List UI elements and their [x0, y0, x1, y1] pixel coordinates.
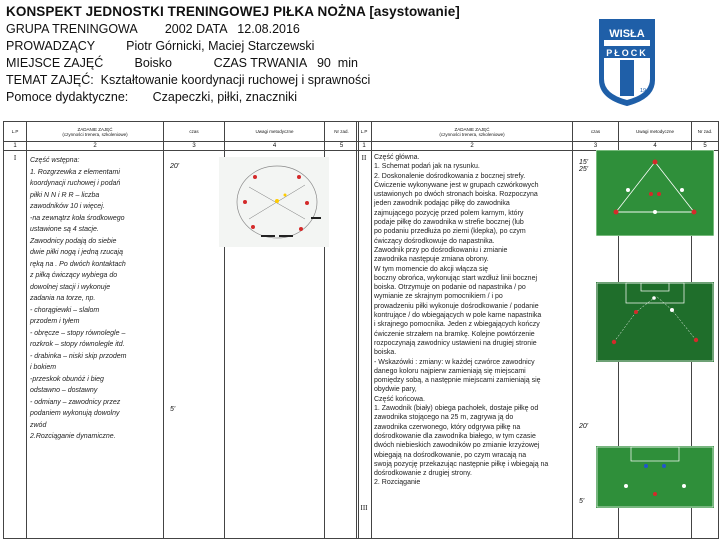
col-header-task: ZADANIE ZAJĘĆ (czynności trenera, szkoleniowe) [27, 122, 164, 142]
equipment-line: Pomoce dydaktyczne: Czapeczki, piłki, znaczniki [6, 90, 298, 104]
description-line: dwóch niebieskich zawodników po zmianie krzyżowej [374, 442, 540, 450]
description-line: -na zewnątrz koła środkowego [30, 214, 125, 222]
col-num-1: 1 [4, 142, 27, 151]
description-line: Zawodnik przy po dośrodkowaniu i zmianie [374, 246, 508, 254]
col-header-task: ZADANIE ZAJĘĆ (czynności trenera, szkoleniowe) [372, 122, 573, 142]
description-line: dośrodkowanie z drugiej strony. [374, 470, 472, 478]
time-stretch: 5' [170, 406, 176, 413]
description-line: 2. Rozciąganie [374, 479, 421, 487]
description-line: zwód [30, 421, 47, 429]
description-line: - chorągiewki – slalom [30, 306, 100, 314]
description-line: ustawionych po dwóch stronach boiska. Rozpoczyna [374, 191, 538, 199]
col-num-3: 3 [573, 142, 619, 151]
warmup-description [27, 151, 164, 539]
col-num-5: 5 [692, 142, 719, 151]
final-drill-diagram [596, 446, 714, 508]
col-header-nr: Nr zad. [692, 122, 719, 142]
trainers-line: PROWADZĄCY Piotr Górnicki, Maciej Starczewski [6, 39, 315, 53]
time-final-1: 20' [579, 423, 589, 430]
description-line: Część wstępna: [30, 157, 80, 164]
description-line: pomiędzy sobą, a następnie miejscami zamieniają się [374, 377, 541, 385]
description-line: 1. Rozgrzewka z elementami [30, 168, 120, 176]
description-line: rozpoczynają zawodnicy ustawieni na drugiej stronie [374, 339, 537, 347]
description-line: boiska. [374, 349, 397, 357]
crossing-drill-diagram [596, 282, 714, 362]
description-line: koordynacji ruchowej i podań [30, 180, 121, 187]
description-line: - Wskazówki : zmiany: w każdej czwórce zawodnicy [374, 358, 535, 366]
nr-cell [325, 151, 359, 539]
description-line: 2. Doskonalenie dośrodkowania z bocznej strefy. [374, 172, 526, 180]
description-line: - odmiany – zawodnicy przez [30, 398, 121, 406]
col-header-notes: Uwagi metodyczne [619, 122, 692, 142]
description-line: ćwiczący dośrodkowuje do napastnika. [374, 237, 495, 245]
description-line: boczny obrońca, wykonując start wzdłuż linii bocznej [374, 274, 538, 282]
description-line: obydwie pary, [374, 386, 417, 394]
col-num-4: 4 [225, 142, 325, 151]
col-header-nr: Nr zad. [325, 122, 359, 142]
col-header-lp: L.P [357, 122, 372, 142]
group-date-line: GRUPA TRENINGOWA 2002 DATA 12.08.2016 [6, 22, 300, 36]
logo-top-text: WISŁA [609, 28, 645, 40]
description-line: danego koloru najpierw zamieniają się miejscami [374, 367, 526, 375]
part-number-main: II [361, 154, 367, 162]
description-line: piłki N N i R R – liczba [30, 191, 100, 199]
col-num-3: 3 [164, 142, 225, 151]
description-line: prowadzeniu piłki wykonuje dośrodkowanie / podanie [374, 302, 539, 310]
description-line: dośrodkowanie dla zawodnika białego, w tym czasie [374, 432, 536, 440]
col-header-lp: L.P [4, 122, 27, 142]
part-number: I [4, 151, 27, 539]
time-main-2: 25' [579, 166, 589, 173]
description-line: przodem i tyłem [30, 318, 80, 325]
col-num-5: 5 [325, 142, 359, 151]
description-line: podaje piłkę do zawodnika w strefie bocznej (lub [374, 219, 524, 227]
description-line: 1. Schemat podań jak na rysunku. [374, 163, 480, 171]
description-line: podaniem wykonują dowolny [30, 410, 120, 417]
passing-drill-diagram [596, 150, 714, 236]
logo-bottom-text: PŁOCK [606, 48, 648, 58]
description-line: z piłką ćwiczący wybiega do [30, 272, 118, 279]
description-line: rozkrok – stopy równolegle itd. [30, 341, 125, 348]
description-line: i skrajnego pomocnika. Jeden z wbiegających kończy [374, 321, 540, 329]
col-num-4: 4 [619, 142, 692, 151]
col-num-2: 2 [27, 142, 164, 151]
logo-year: 1947 [640, 88, 653, 94]
club-logo [598, 18, 656, 106]
part-number-final: III [360, 504, 368, 512]
description-line: dwie piłki nogą i jedną rzucają [30, 249, 123, 256]
time-cell [164, 151, 225, 539]
document-title: KONSPEKT JEDNOSTKI TRENINGOWEJ PIŁKA NOŻNA [asystowanie] [6, 4, 460, 19]
time-final-2: 5' [579, 498, 585, 505]
description-line: jeden zawodnik podając piłkę do zawodnika [374, 200, 510, 208]
col-header-notes: Uwagi metodyczne [225, 122, 325, 142]
description-line: zawodnika stojącego na 25 m, zagrywa ją do [374, 414, 514, 422]
description-line: po podaniu przedłuża po ziemi (klepka), po czym [374, 228, 526, 236]
description-line: boiska. Otrzymuje on podanie od napastnika / po [374, 284, 526, 292]
description-line: zawodników 10 i więcej. [30, 203, 105, 210]
col-num-2: 2 [372, 142, 573, 151]
description-line: ćwiczenie strzałem na bramkę. Kolejne powtórzenie [374, 330, 535, 338]
time-main-1: 15' [579, 159, 589, 166]
description-line: Ćwiczenie wykonywane jest w grupach czwórkowych [374, 181, 539, 189]
place-duration-line: MIEJSCE ZAJĘĆ Boisko CZAS TRWANIA 90 min [6, 56, 358, 70]
description-line: ustawione są 4 stacje. [30, 226, 99, 233]
col-num-1: 1 [357, 142, 372, 151]
description-line: kontrujące / do wbiegających w pole karne napastnika [374, 312, 542, 320]
description-line: Zawodnicy podają do siebie [30, 237, 117, 245]
part-number-cell [357, 151, 372, 539]
description-line: zadania na torze, np. [30, 295, 96, 302]
description-line: W tym momencie do akcji włącza się [374, 265, 488, 273]
description-line: Część końcowa. [374, 395, 425, 403]
description-line: zajmującego pozycję przed polem karnym, który [374, 209, 524, 217]
description-line: zawodnika czerwonego, który odgrywa piłkę na [374, 423, 521, 431]
description-line: - obręcze – stopy równolegle – [30, 329, 126, 337]
document-header [6, 4, 596, 107]
col-header-time: czas [573, 122, 619, 142]
description-line: dowolnej stacji i wykonuje [30, 283, 111, 291]
description-line: odstawno – dostawny [30, 387, 98, 394]
description-line: 2.Rozciąganie dynamiczne. [30, 433, 116, 440]
description-line: - drabinka – niski skip przodem [30, 352, 127, 360]
description-line: 1. Zawodnik (biały) obiega pachołek, dostaje piłkę od [374, 405, 539, 413]
description-line: swoją pozycję przekazując następnie piłkę i wbiegają na [374, 460, 549, 468]
description-line: wbiegają na dośrodkowanie, po czym wracają na [374, 451, 527, 459]
description-line: ręką na . Po dwóch kontaktach [30, 260, 126, 268]
description-line: -przeskok obunóż i bieg [30, 375, 104, 383]
description-line: zawodnika następuje zmiana obrony. [374, 256, 489, 264]
description-line: Część główna. [374, 154, 420, 161]
time-warmup: 20' [170, 163, 180, 170]
description-line: wymianie ze skrajnym pomocnikiem / i po [374, 293, 503, 301]
main-part-description [372, 151, 573, 539]
warmup-drill-diagram [219, 157, 329, 247]
topic-line: TEMAT ZAJĘĆ: Kształtowanie koordynacji ruchowej i sprawności [6, 73, 371, 87]
description-line: i bokiem [30, 364, 57, 371]
col-header-time: czas [164, 122, 225, 142]
